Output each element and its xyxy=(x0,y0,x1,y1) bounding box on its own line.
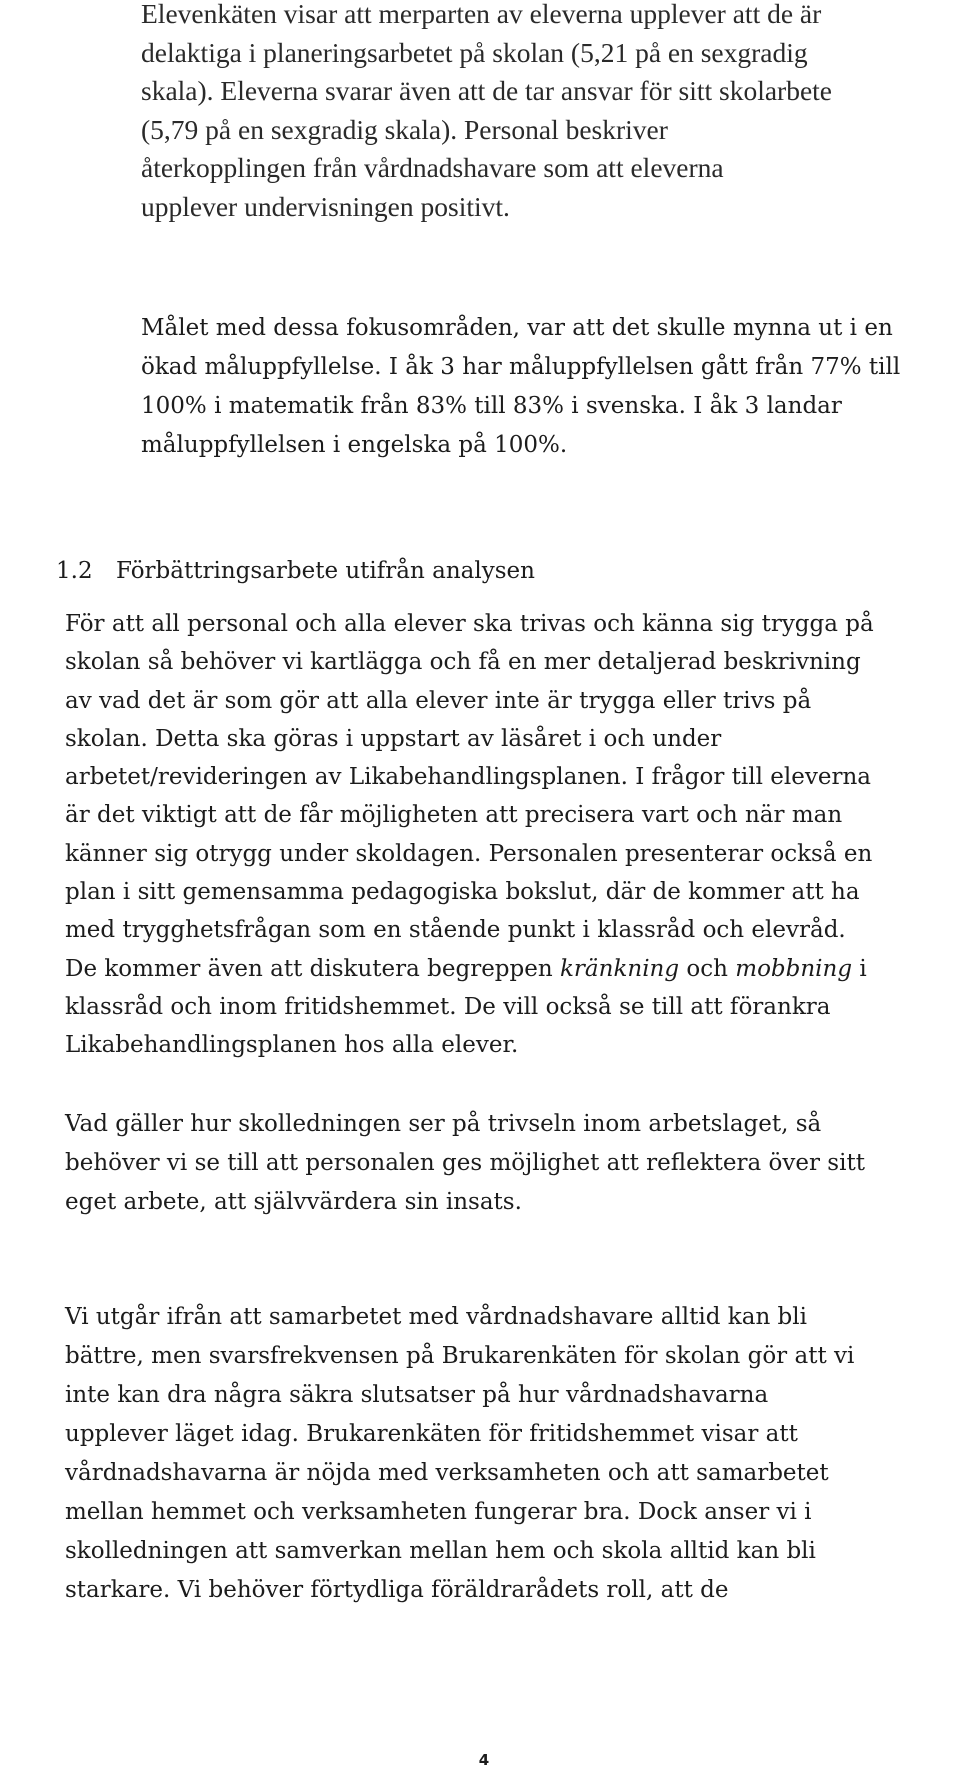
text-line: vårdnadshavarna är nöjda med verksamheten och att samarbetet xyxy=(65,1460,829,1486)
text-line: klassråd och inom fritidshemmet. De vill också se till att förankra xyxy=(65,993,831,1020)
section-title: Förbättringsarbete utifrån analysen xyxy=(116,558,535,584)
text-line: bättre, men svarsfrekvensen på Brukarenkäten för skolan gör att vi xyxy=(65,1343,855,1369)
text-line: skala). Eleverna svarar även att de tar ansvar för sitt skolarbete xyxy=(141,75,833,106)
paragraph-student-survey xyxy=(141,0,832,226)
text-segment: De kommer även att diskutera begreppen xyxy=(65,955,560,982)
emphasis-term-mobbning: mobbning xyxy=(735,955,853,982)
text-line: Likabehandlingsplanen hos alla elever. xyxy=(65,1032,519,1059)
text-line: starkare. Vi behöver förtydliga föräldrarådets roll, att de xyxy=(65,1577,729,1603)
text-line: upplever läget idag. Brukarenkäten för fritidshemmet visar att xyxy=(65,1421,798,1447)
text-line: (5,79 på en sexgradig skala). Personal beskriver xyxy=(141,113,668,145)
page-number: 4 xyxy=(478,1751,490,1769)
text-line: känner sig otrygg under skoldagen. Personalen presenterar också en xyxy=(65,840,873,867)
paragraph-goal-fulfilment xyxy=(141,309,900,465)
text-line: arbetet/revideringen av Likabehandlingsplanen. I frågor till eleverna xyxy=(65,764,872,791)
text-line: med trygghetsfrågan som en stående punkt i klassråd och elevråd. xyxy=(65,917,846,944)
section-number: 1.2 xyxy=(56,558,93,584)
paragraph-improvement-work xyxy=(65,605,874,1065)
text-line: av vad det är som gör att alla elever inte är trygga eller trivs på xyxy=(65,687,812,714)
text-line: Elevenkäten visar att merparten av eleverna upplever att de är xyxy=(141,0,822,29)
emphasis-term-krankning: kränkning xyxy=(559,955,680,982)
text-line: ökad måluppfyllelse. I åk 3 har måluppfyllelsen gått från 77% till xyxy=(141,354,901,380)
text-line: 100% i matematik från 83% till 83% i svenska. I åk 3 landar xyxy=(141,393,842,419)
text-line-with-emphasis xyxy=(65,950,874,988)
text-line: behöver vi se till att personalen ges möjlighet att reflektera över sitt xyxy=(65,1150,865,1176)
text-line: mellan hemmet och verksamheten fungerar bra. Dock anser vi i xyxy=(65,1499,812,1525)
text-line: delaktiga i planeringsarbetet på skolan (5,21 på en sexgradig xyxy=(141,36,808,68)
text-line: skolledningen att samverkan mellan hem och skola alltid kan bli xyxy=(65,1538,816,1564)
text-segment: i xyxy=(852,955,867,982)
text-line: inte kan dra några säkra slutsatser på hur vårdnadshavarna xyxy=(65,1382,769,1408)
paragraph-staff-wellbeing xyxy=(65,1105,865,1222)
text-line: eget arbete, att självvärdera sin insats. xyxy=(65,1189,522,1215)
text-line: För att all personal och alla elever ska trivas och känna sig trygga på xyxy=(65,611,874,637)
text-line: är det viktigt att de får möjligheten att precisera vart och när man xyxy=(65,802,843,829)
text-line: måluppfyllelsen i engelska på 100%. xyxy=(141,432,568,458)
text-line: plan i sitt gemensamma pedagogiska bokslut, där de kommer att ha xyxy=(65,879,860,906)
text-line: återkopplingen från vårdnadshavare som att eleverna xyxy=(141,152,724,183)
text-line: Målet med dessa fokusområden, var att det skulle mynna ut i en xyxy=(141,315,893,341)
text-line: Vi utgår ifrån att samarbetet med vårdnadshavare alltid kan bli xyxy=(65,1304,807,1330)
paragraph-guardian-cooperation xyxy=(65,1298,854,1610)
text-segment: och xyxy=(679,955,736,982)
text-line: upplever undervisningen positivt. xyxy=(141,190,510,222)
text-line: Vad gäller hur skolledningen ser på trivseln inom arbetslaget, så xyxy=(65,1111,822,1137)
section-heading xyxy=(56,552,535,591)
text-line: skolan. Detta ska göras i uppstart av läsåret i och under xyxy=(65,725,722,752)
text-line: skolan så behöver vi kartlägga och få en mer detaljerad beskrivning xyxy=(65,649,861,676)
